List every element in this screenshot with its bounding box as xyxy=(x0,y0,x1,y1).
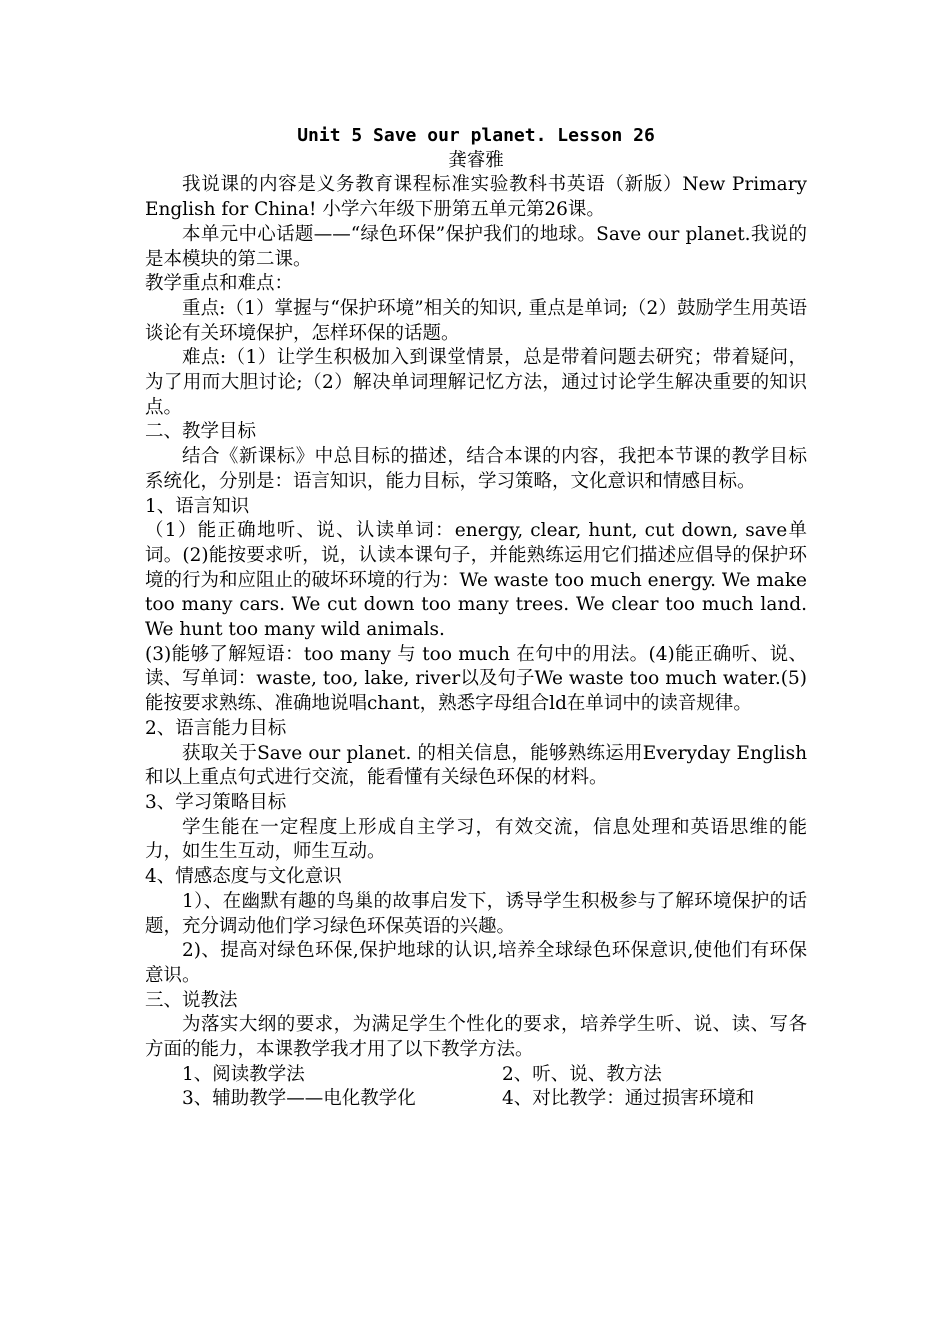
document-title: Unit 5 Save our planet. Lesson 26 xyxy=(297,125,655,146)
author-name: 龚睿雅 xyxy=(448,149,504,171)
paragraph: (3)能够了解短语：too many 与 too much 在句中的用法。(4)能正确听、说、读、写单词：waste, too, lake, river以及句子We waste too much water.(5)能按要求熟练、准确地说唱chant，熟悉字母组合ld在单词中的读音规律。 xyxy=(145,643,807,715)
paragraph: 我说课的内容是义务教育课程标准实验教科书英语（新版）New Primary English for China! 小学六年级下册第五单元第26课。 xyxy=(145,174,807,221)
method-item: 2、听、说、教方法 xyxy=(502,1063,662,1085)
paragraph: 为落实大纲的要求，为满足学生个性化的要求，培养学生听、说、读、写各方面的能力，本课教学我才用了以下教学方法。 xyxy=(145,1014,807,1061)
method-item: 3、辅助教学——电化教学化 xyxy=(182,1088,416,1110)
paragraph: 获取关于Save our planet. 的相关信息，能够熟练运用Everyday English 和以上重点句式进行交流，能看懂有关绿色环保的材料。 xyxy=(145,742,807,789)
paragraph: 教学重点和难点： xyxy=(145,273,294,295)
methods-row-2 xyxy=(145,1087,807,1112)
paragraph: 重点:（1）掌握与“保护环境”相关的知识, 重点是单词;（2）鼓励学生用英语谈论有关环境保护，怎样环保的话题。 xyxy=(145,297,807,344)
paragraph: 2)、提高对绿色环保,保护地球的认识,培养全球绿色环保意识,使他们有环保意识。 xyxy=(145,940,807,986)
paragraph: 三、说教法 xyxy=(145,989,238,1011)
paragraph: 3、学习策略目标 xyxy=(145,791,287,813)
paragraph: 1）、在幽默有趣的鸟巢的故事启发下，诱导学生积极参与了解环境保护的话题，充分调动他们学习绿色环保英语的兴趣。 xyxy=(145,890,807,937)
paragraph: 本单元中心话题——“绿色环保”保护我们的地球。Save our planet.我说的是本模块的第二课。 xyxy=(145,223,807,270)
paragraph: 学生能在一定程度上形成自主学习，有效交流，信息处理和英语思维的能力，如生生互动，师生互动。 xyxy=(145,816,807,863)
paragraph: 二、教学目标 xyxy=(145,421,257,443)
paragraph: （1）能正确地听、说、认读单词：energy, clear, hunt, cut down, save单词。(2)能按要求听，说，认读本课句子，并能熟练运用它们描述应倡导的保护环境的行为和应阻止的破坏环境的行为：We waste too much energy. We make too many cars. We cut down too many trees. We clear too much land. We hunt too many wild animals. xyxy=(145,520,807,641)
paragraph: 1、语言知识 xyxy=(145,495,250,517)
paragraph: 4、情感态度与文化意识 xyxy=(145,866,342,888)
method-item: 1、阅读教学法 xyxy=(182,1063,305,1085)
document-page xyxy=(145,124,807,1112)
method-item: 4、对比教学：通过损害环境和 xyxy=(502,1088,755,1110)
paragraph: 难点:（1）让学生积极加入到课堂情景，总是带着问题去研究；带着疑问，为了用而大胆讨论;（2）解决单词理解记忆方法，通过讨论学生解决重要的知识点。 xyxy=(145,347,807,418)
paragraph: 2、语言能力目标 xyxy=(145,717,287,739)
document-body xyxy=(145,173,807,1062)
paragraph: 结合《新课标》中总目标的描述，结合本课的内容，我把本节课的教学目标系统化，分别是：语言知识，能力目标，学习策略，文化意识和情感目标。 xyxy=(145,446,807,492)
methods-row-1 xyxy=(145,1063,807,1088)
